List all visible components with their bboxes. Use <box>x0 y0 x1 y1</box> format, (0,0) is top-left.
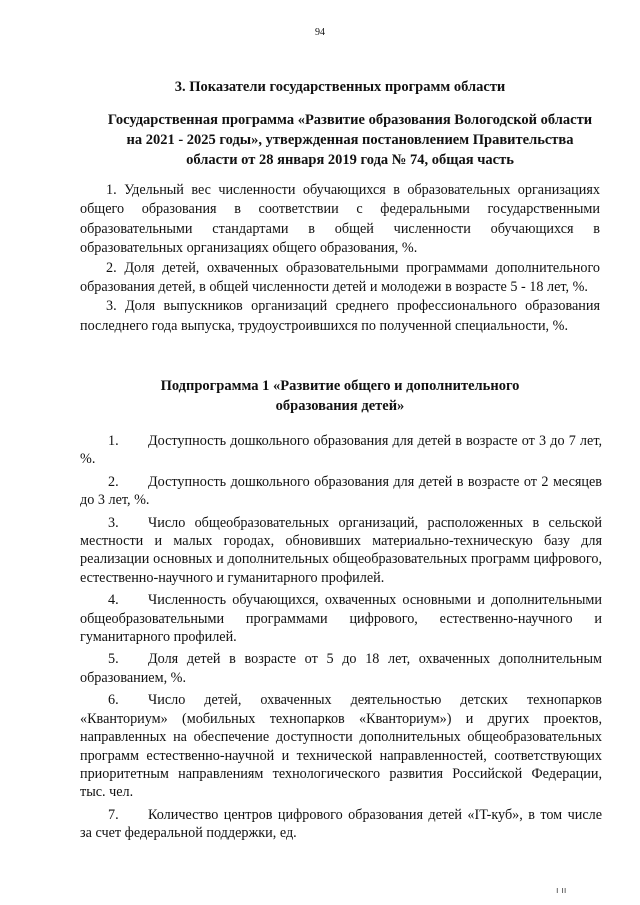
list-item <box>80 473 602 510</box>
item-number: 3. <box>108 514 119 531</box>
subprogram-list <box>80 432 602 847</box>
list-item <box>80 691 602 801</box>
item-text: Доля детей в возрасте от 5 до 18 лет, охваченных дополнительным образованием, %. <box>80 651 602 686</box>
item-text: Численность обучающихся, охваченных основными и дополнительными общеобразовательными программами цифрового, естественно-научного и гуманитарного профилей. <box>80 592 602 646</box>
page-number: 94 <box>315 27 325 38</box>
intro-item: 3. Доля выпускников организаций среднего профессионального образования последнего года выпуска, трудоустроившихся по полученной специальности, %. <box>80 298 600 334</box>
item-text: Количество центров цифрового образования детей «IT-куб», в том числе за счет федеральной поддержки, ед. <box>80 806 602 842</box>
list-item <box>80 432 602 469</box>
item-text: Число детей, охваченных деятельностью детских технопарков «Кванториум» (мобильных технопарков «Кванториум») и других проектов, направленных на обеспечение доступности дополнительных общеобразовательных программ естественно-научной и технической направленностей, соответствующих приоритетным направлениям технологического развития Российской Федерации, тыс. чел. <box>80 692 602 801</box>
list-item <box>80 806 602 843</box>
item-text: Число общеобразовательных организаций, расположенных в сельской местности и малых городах, обновивших материально-техническую базу для реализации основных и дополнительных общеобразовательных программ цифрового, естественно-научного и гуманитарного профилей. <box>80 514 602 586</box>
subprogram-title: Подпрограмма 1 «Развитие общего и дополнительного образования детей» <box>160 378 520 414</box>
item-text: Доступность дошкольного образования для детей в возрасте от 2 месяцев до 3 лет, %. <box>80 473 602 509</box>
item-number: 5. <box>108 651 119 668</box>
program-title: Государственная программа «Развитие образования Вологодской области на 2021 - 2025 годы», утвержденная постановлением Правительства области от 28 января 2019 года № 74, общая часть <box>107 112 593 168</box>
intro-item: 1. Удельный вес численности обучающихся в образовательных организациях общего образования в соответствии с федеральными государственными образовательными стандартами в общей численности обучающихся в образовательных организациях общего образования, %. <box>80 182 600 257</box>
intro-item: 2. Доля детей, охваченных образовательными программами дополнительного образования детей, в общей численности детей и молодежи в возрасте 5 - 18 лет, %. <box>80 259 600 296</box>
list-item <box>80 591 602 646</box>
item-number: 1. <box>108 433 119 449</box>
corner-mark: ı ıı <box>556 886 567 896</box>
section-title: 3. Показатели государственных программ области <box>174 79 506 95</box>
item-number: 2. <box>108 473 119 490</box>
intro-block <box>80 181 600 336</box>
list-item <box>80 514 602 588</box>
item-number: 4. <box>108 592 119 609</box>
list-item <box>80 650 602 687</box>
item-number: 6. <box>108 692 119 709</box>
item-number: 7. <box>108 806 119 823</box>
item-text: Доступность дошкольного образования для детей в возрасте от 3 до 7 лет, %. <box>80 433 602 468</box>
